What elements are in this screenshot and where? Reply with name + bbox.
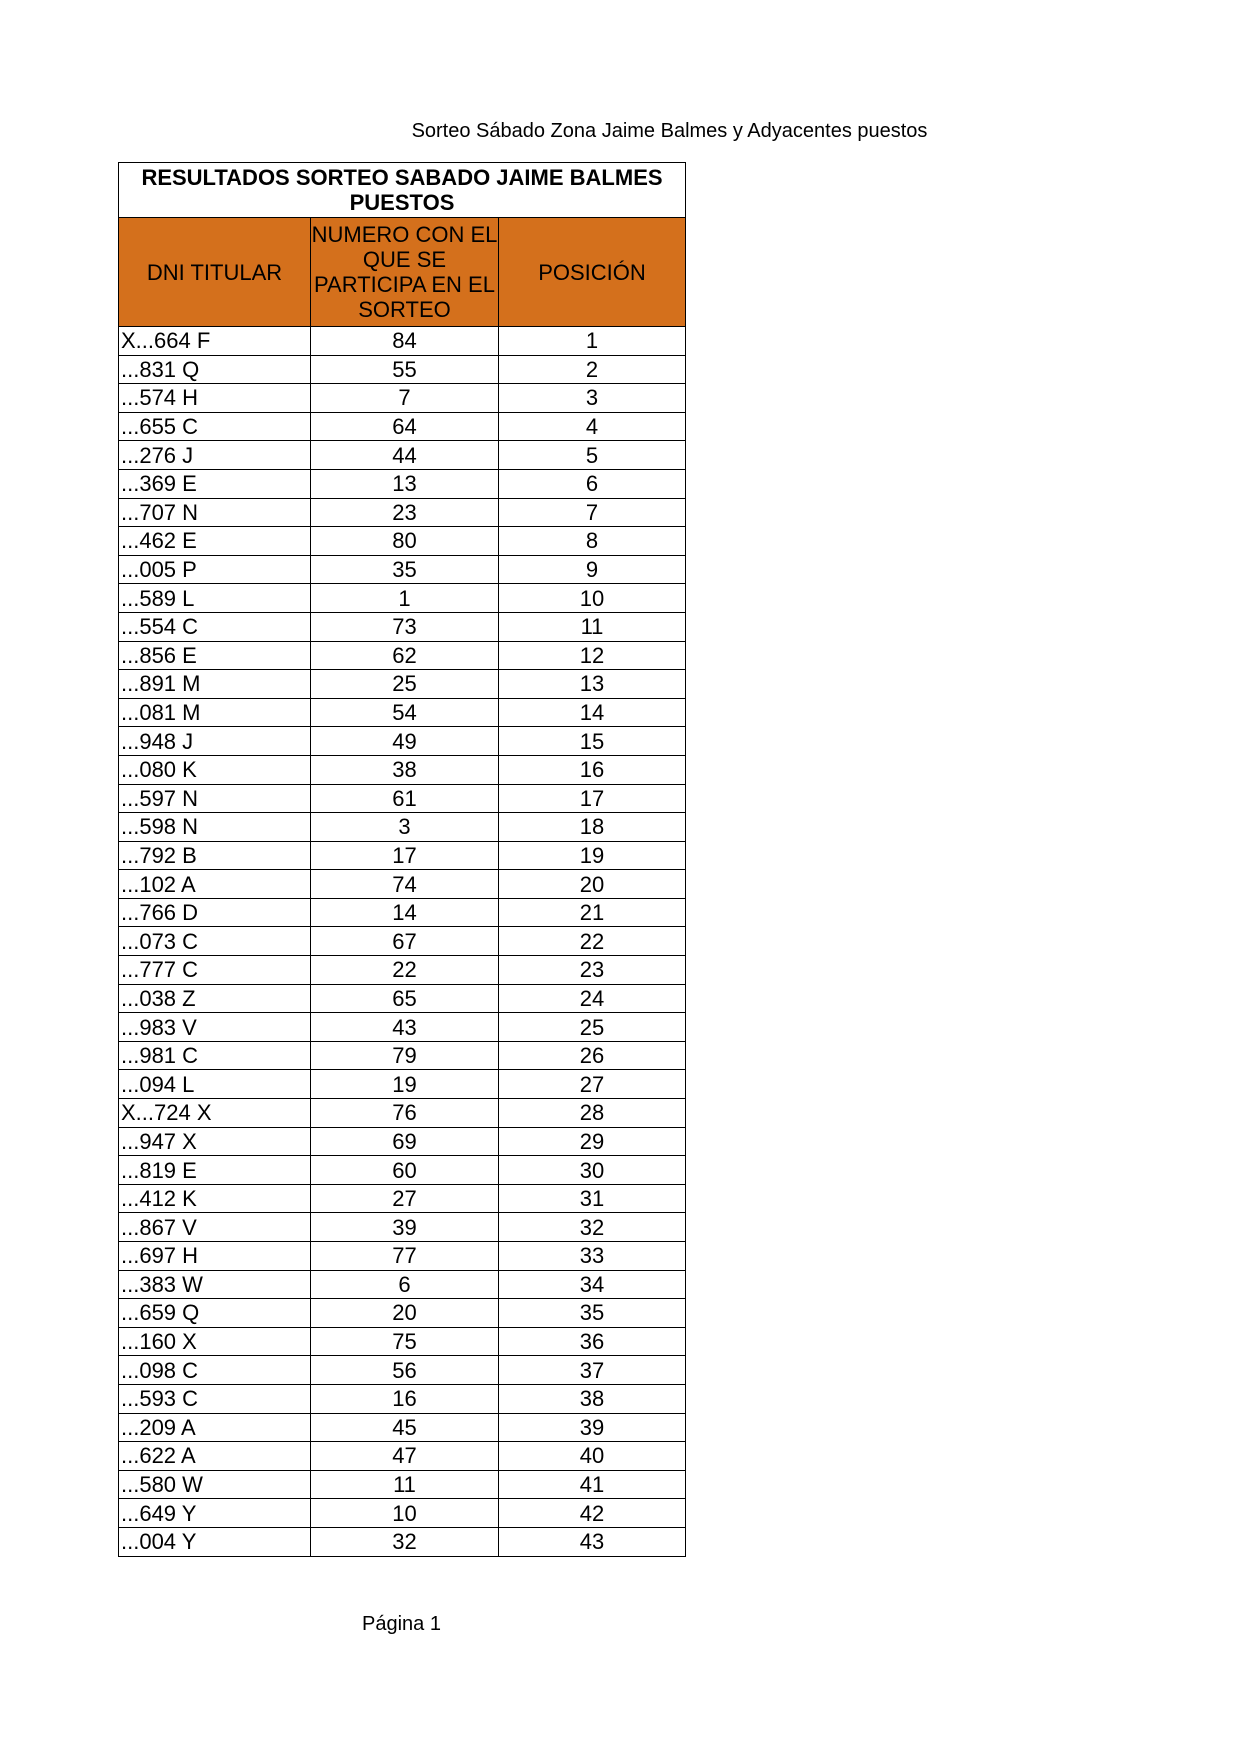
cell-dni: ...655 C [119,412,311,441]
cell-dni: ...038 Z [119,984,311,1013]
cell-posicion: 31 [499,1184,686,1213]
column-header-numero: NUMERO CON EL QUE SE PARTICIPA EN EL SORTEO [311,218,499,327]
table-row [119,956,686,985]
cell-posicion: 4 [499,412,686,441]
cell-numero: 16 [311,1384,499,1413]
cell-numero: 79 [311,1041,499,1070]
cell-posicion: 2 [499,355,686,384]
cell-posicion: 18 [499,813,686,842]
table-row [119,755,686,784]
page-header-text: Sorteo Sábado Zona Jaime Balmes y Adyacentes puestos [411,120,928,142]
cell-posicion: 1 [499,327,686,356]
cell-dni: ...766 D [119,898,311,927]
cell-dni: ...369 E [119,469,311,498]
cell-posicion: 3 [499,384,686,413]
cell-numero: 32 [311,1527,499,1556]
table-row [119,1041,686,1070]
cell-numero: 49 [311,727,499,756]
table-row [119,384,686,413]
cell-posicion: 22 [499,927,686,956]
cell-dni: ...209 A [119,1413,311,1442]
cell-posicion: 23 [499,956,686,985]
cell-posicion: 33 [499,1242,686,1271]
table-row [119,1270,686,1299]
cell-dni: ...981 C [119,1041,311,1070]
column-header-dni: DNI TITULAR [119,218,311,327]
cell-numero: 1 [311,584,499,613]
cell-dni: ...831 Q [119,355,311,384]
cell-dni: ...792 B [119,841,311,870]
cell-numero: 3 [311,813,499,842]
cell-numero: 35 [311,555,499,584]
table-row [119,898,686,927]
cell-posicion: 14 [499,698,686,727]
table-row [119,355,686,384]
cell-dni: ...867 V [119,1213,311,1242]
cell-dni: ...947 X [119,1127,311,1156]
cell-posicion: 16 [499,755,686,784]
cell-posicion: 40 [499,1442,686,1471]
cell-posicion: 27 [499,1070,686,1099]
cell-posicion: 15 [499,727,686,756]
table-row [119,1356,686,1385]
table-row [119,1070,686,1099]
table-row [119,927,686,956]
table-row [119,441,686,470]
cell-dni: ...574 H [119,384,311,413]
table-row [119,1213,686,1242]
table-row [119,1327,686,1356]
table-row [119,784,686,813]
table-row [119,1099,686,1128]
cell-dni: ...554 C [119,612,311,641]
cell-posicion: 17 [499,784,686,813]
cell-posicion: 37 [499,1356,686,1385]
cell-dni: ...983 V [119,1013,311,1042]
page-header [0,119,1241,143]
cell-posicion: 35 [499,1299,686,1328]
table-row [119,1299,686,1328]
cell-numero: 45 [311,1413,499,1442]
table-row [119,1413,686,1442]
cell-posicion: 41 [499,1470,686,1499]
cell-numero: 73 [311,612,499,641]
table-row [119,412,686,441]
cell-dni: ...580 W [119,1470,311,1499]
table-row [119,327,686,356]
cell-numero: 13 [311,469,499,498]
cell-numero: 44 [311,441,499,470]
table-row [119,612,686,641]
cell-numero: 7 [311,384,499,413]
table-row [119,527,686,556]
cell-dni: ...004 Y [119,1527,311,1556]
cell-numero: 80 [311,527,499,556]
cell-numero: 62 [311,641,499,670]
cell-dni: ...589 L [119,584,311,613]
cell-posicion: 32 [499,1213,686,1242]
cell-numero: 6 [311,1270,499,1299]
cell-numero: 19 [311,1070,499,1099]
page-footer: Página 1 [362,1613,441,1635]
table-header-row [119,218,686,327]
table-row [119,1156,686,1185]
cell-numero: 20 [311,1299,499,1328]
results-table [118,162,686,1557]
cell-dni: ...622 A [119,1442,311,1471]
cell-dni: ...598 N [119,813,311,842]
cell-numero: 17 [311,841,499,870]
cell-posicion: 21 [499,898,686,927]
table-row [119,1184,686,1213]
cell-dni: ...707 N [119,498,311,527]
cell-posicion: 9 [499,555,686,584]
cell-posicion: 13 [499,670,686,699]
cell-numero: 27 [311,1184,499,1213]
table-row [119,1527,686,1556]
table-row [119,698,686,727]
cell-posicion: 34 [499,1270,686,1299]
cell-numero: 25 [311,670,499,699]
table-row [119,841,686,870]
cell-numero: 14 [311,898,499,927]
cell-posicion: 43 [499,1527,686,1556]
cell-dni: ...412 K [119,1184,311,1213]
cell-dni: ...649 Y [119,1499,311,1528]
table-row [119,1442,686,1471]
cell-dni: ...819 E [119,1156,311,1185]
table-row [119,1384,686,1413]
cell-dni: X...664 F [119,327,311,356]
cell-dni: ...276 J [119,441,311,470]
table-row [119,1242,686,1271]
cell-numero: 10 [311,1499,499,1528]
cell-numero: 22 [311,956,499,985]
table-row [119,641,686,670]
cell-posicion: 5 [499,441,686,470]
table-row [119,584,686,613]
table-row [119,1499,686,1528]
cell-posicion: 26 [499,1041,686,1070]
cell-numero: 75 [311,1327,499,1356]
cell-posicion: 38 [499,1384,686,1413]
table-row [119,813,686,842]
cell-numero: 84 [311,327,499,356]
cell-posicion: 36 [499,1327,686,1356]
table-row [119,1013,686,1042]
cell-dni: ...593 C [119,1384,311,1413]
cell-numero: 76 [311,1099,499,1128]
cell-numero: 43 [311,1013,499,1042]
column-header-posicion: POSICIÓN [499,218,686,327]
cell-posicion: 42 [499,1499,686,1528]
cell-posicion: 30 [499,1156,686,1185]
cell-numero: 47 [311,1442,499,1471]
cell-dni: ...597 N [119,784,311,813]
cell-dni: ...098 C [119,1356,311,1385]
cell-numero: 39 [311,1213,499,1242]
table-row [119,870,686,899]
cell-numero: 74 [311,870,499,899]
cell-numero: 61 [311,784,499,813]
cell-numero: 64 [311,412,499,441]
cell-posicion: 25 [499,1013,686,1042]
cell-dni: ...081 M [119,698,311,727]
cell-posicion: 11 [499,612,686,641]
table-row [119,1470,686,1499]
cell-dni: X...724 X [119,1099,311,1128]
cell-posicion: 6 [499,469,686,498]
table-body [119,327,686,1557]
cell-dni: ...080 K [119,755,311,784]
cell-dni: ...102 A [119,870,311,899]
cell-dni: ...094 L [119,1070,311,1099]
cell-numero: 23 [311,498,499,527]
cell-dni: ...948 J [119,727,311,756]
table-row [119,1127,686,1156]
cell-dni: ...891 M [119,670,311,699]
table-row [119,727,686,756]
cell-posicion: 39 [499,1413,686,1442]
cell-posicion: 12 [499,641,686,670]
cell-numero: 56 [311,1356,499,1385]
table-row [119,555,686,584]
cell-dni: ...073 C [119,927,311,956]
cell-posicion: 29 [499,1127,686,1156]
cell-dni: ...383 W [119,1270,311,1299]
cell-posicion: 20 [499,870,686,899]
cell-dni: ...777 C [119,956,311,985]
cell-dni: ...005 P [119,555,311,584]
cell-posicion: 24 [499,984,686,1013]
table-title: RESULTADOS SORTEO SABADO JAIME BALMES PUESTOS [119,163,686,218]
cell-posicion: 7 [499,498,686,527]
cell-posicion: 10 [499,584,686,613]
cell-numero: 67 [311,927,499,956]
table-row [119,670,686,699]
cell-numero: 11 [311,1470,499,1499]
cell-numero: 55 [311,355,499,384]
table-row [119,984,686,1013]
cell-dni: ...697 H [119,1242,311,1271]
cell-numero: 65 [311,984,499,1013]
cell-dni: ...659 Q [119,1299,311,1328]
cell-numero: 60 [311,1156,499,1185]
cell-posicion: 28 [499,1099,686,1128]
cell-posicion: 8 [499,527,686,556]
cell-numero: 69 [311,1127,499,1156]
cell-posicion: 19 [499,841,686,870]
cell-dni: ...856 E [119,641,311,670]
table-row [119,469,686,498]
cell-numero: 54 [311,698,499,727]
cell-dni: ...462 E [119,527,311,556]
table-row [119,498,686,527]
cell-dni: ...160 X [119,1327,311,1356]
cell-numero: 77 [311,1242,499,1271]
cell-numero: 38 [311,755,499,784]
